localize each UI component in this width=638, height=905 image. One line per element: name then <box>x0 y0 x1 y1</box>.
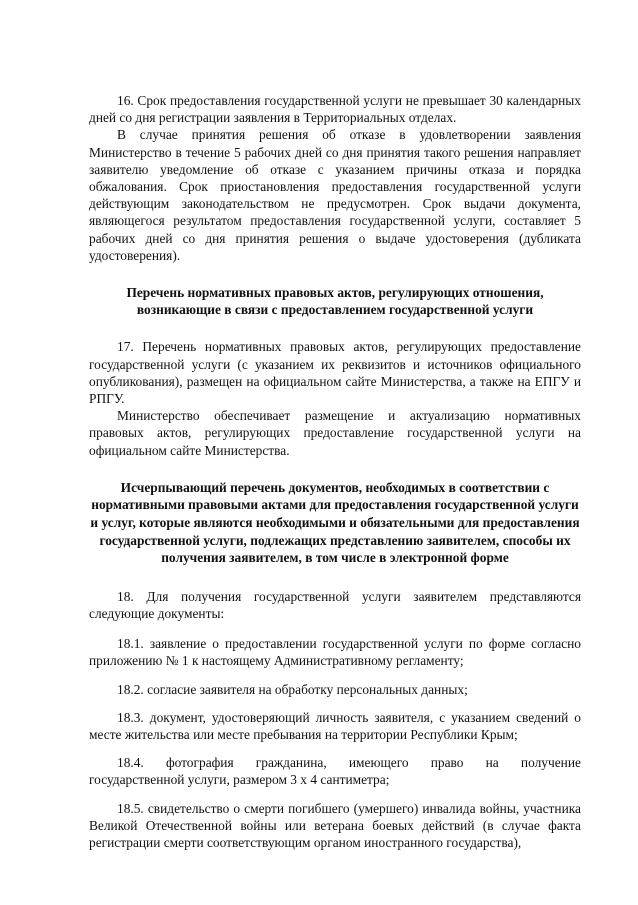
item-18-4-word: фотография <box>165 755 234 771</box>
item-18-3: 18.3. документ, удостоверяющий личность заявителя, с указанием сведений о месте жительства или месте пребывания на территории Республики Крым; <box>89 709 581 743</box>
item-18-4-word: 18.4. <box>117 755 144 771</box>
document-page <box>89 92 581 851</box>
paragraph-17: 17. Перечень нормативных правовых актов, регулирующих предоставление государственной услуги (с указанием их реквизитов и источников официального опубликования), размещен на официальном сайте Министерства, а также на ЕПГУ и РПГУ. <box>89 339 581 407</box>
paragraph-17-publication: Министерство обеспечивает размещение и актуализацию нормативных правовых актов, регулирующих предоставление государственной услуги на официальном сайте Министерства. <box>89 408 581 458</box>
item-18-4 <box>89 754 581 788</box>
item-18-4-word: имеющего <box>348 755 409 771</box>
item-18-2: 18.2. согласие заявителя на обработку персональных данных; <box>117 681 468 697</box>
paragraph-16-refusal: В случае принятия решения об отказе в удовлетворении заявления Министерство в течение 5 рабочих дней со дня принятия такого решения направляет заявителю уведомление об отказе с указанием причины отказа и порядка обжалования. Срок приостановления предоставления государственной услуги действующим законодательством не предусмотрен. Срок выдачи документа, являющегося результатом предоставления государственной услуги, составляет 5 рабочих дней со дня принятия решения о выдаче удостоверения (дубликата удостоверения). <box>89 127 581 263</box>
paragraph-18: 18. Для получения государственной услуги заявителем представляются следующие документы: <box>89 588 581 622</box>
section-heading-legal-acts: Перечень нормативных правовых актов, регулирующих отношения, возникающие в связи с предоставлением государственной услуги <box>126 285 544 318</box>
paragraph-16: 16. Срок предоставления государственной услуги не превышает 30 календарных дней со дня регистрации заявления в Территориальных отделах. <box>89 93 581 126</box>
item-18-4-word: получение <box>520 755 581 771</box>
item-18-4-continuation: государственной услуги, размером 3 х 4 сантиметра; <box>89 772 390 788</box>
item-18-5: 18.5. свидетельство о смерти погибшего (умершего) инвалида войны, участника Великой Отечественной войны или ветерана боевых действий (в случае факта регистрации смерти соответствующим органом иностранного государства), <box>89 800 581 851</box>
item-18-4-word: гражданина, <box>255 755 327 771</box>
item-18-4-first-line <box>89 754 581 771</box>
item-18-4-word: на <box>485 755 499 771</box>
section-heading-documents-list: Исчерпывающий перечень документов, необходимых в соответствии с нормативными правовыми актами для предоставления государственной услуги и услуг, которые являются необходимыми и обязательными для предоставления государственной услуги, подлежащих представлению заявителем, способы их получения заявителем, в том числе в электронной форме <box>90 479 580 566</box>
item-18-1: 18.1. заявление о предоставлении государственной услуги по форме согласно приложению № 1 к настоящему Административному регламенту; <box>89 636 581 669</box>
item-18-4-word: право <box>430 755 464 771</box>
